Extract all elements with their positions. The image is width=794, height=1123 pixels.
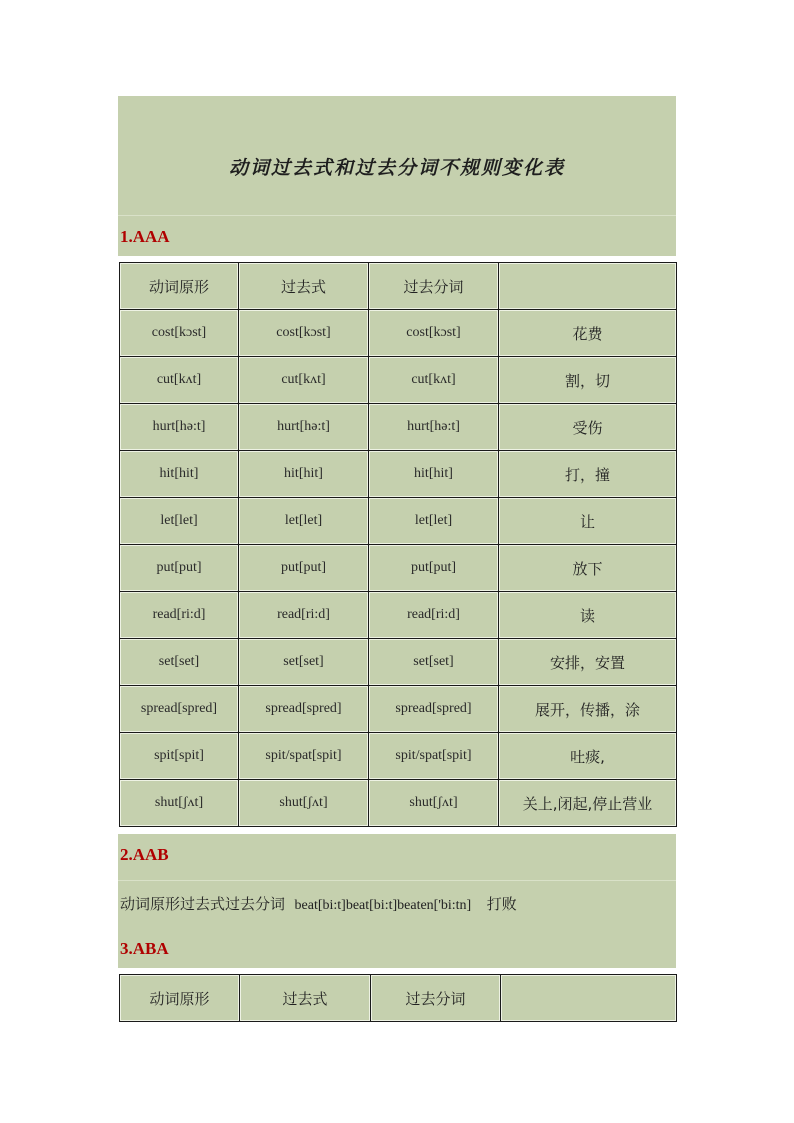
past-participle-cell: spread[spred]: [369, 686, 499, 733]
meaning-cell: 让: [499, 498, 677, 545]
page-title: 动词过去式和过去分词不规则变化表: [228, 157, 565, 179]
base-form-cell: shut[ʃʌt]: [120, 780, 239, 827]
meaning-cell: 关上,闭起,停止营业: [499, 780, 677, 827]
past-tense-cell: spit/spat[spit]: [239, 733, 369, 780]
header-past-tense: 过去式: [239, 263, 369, 310]
past-participle-cell: hit[hit]: [369, 451, 499, 498]
section-3-heading: 3.ABA: [120, 939, 169, 958]
aab-example-line: [120, 893, 517, 914]
past-tense-cell: hurt[hə:t]: [239, 404, 369, 451]
past-participle-cell: put[put]: [369, 545, 499, 592]
aba-table: [119, 974, 677, 1022]
header-meaning: [499, 263, 677, 310]
section-2-band: [118, 834, 676, 880]
meaning-cell: 割，切: [499, 357, 677, 404]
base-form-cell: cost[kɔst]: [120, 310, 239, 357]
base-form-cell: spread[spred]: [120, 686, 239, 733]
table-header-row: [120, 975, 677, 1022]
past-tense-cell: set[set]: [239, 639, 369, 686]
past-tense-cell: cost[kɔst]: [239, 310, 369, 357]
base-form-cell: cut[kʌt]: [120, 357, 239, 404]
base-form-cell: spit[spit]: [120, 733, 239, 780]
header-past-participle: 过去分词: [371, 975, 501, 1022]
past-participle-cell: set[set]: [369, 639, 499, 686]
past-tense-cell: read[ri:d]: [239, 592, 369, 639]
meaning-cell: 受伤: [499, 404, 677, 451]
aab-forms: beat[bi:t]beat[bi:t]beaten['bi:tn]: [294, 898, 472, 913]
header-past-participle: 过去分词: [369, 263, 499, 310]
past-tense-cell: let[let]: [239, 498, 369, 545]
past-tense-cell: spread[spred]: [239, 686, 369, 733]
aab-label: 动词原形过去式过去分词: [120, 895, 286, 913]
band-divider: [118, 188, 676, 216]
past-tense-cell: hit[hit]: [239, 451, 369, 498]
base-form-cell: hurt[hə:t]: [120, 404, 239, 451]
base-form-cell: let[let]: [120, 498, 239, 545]
section-2-heading: 2.AAB: [120, 845, 169, 864]
past-tense-cell: cut[kʌt]: [239, 357, 369, 404]
past-participle-cell: cost[kɔst]: [369, 310, 499, 357]
meaning-cell: 花费: [499, 310, 677, 357]
meaning-cell: 打，撞: [499, 451, 677, 498]
band-divider: [118, 96, 676, 143]
base-form-cell: hit[hit]: [120, 451, 239, 498]
past-participle-cell: cut[kʌt]: [369, 357, 499, 404]
table-row: [120, 733, 677, 780]
past-participle-cell: spit/spat[spit]: [369, 733, 499, 780]
section-1-heading: 1.AAA: [120, 227, 170, 246]
past-tense-cell: put[put]: [239, 545, 369, 592]
table-row: [120, 639, 677, 686]
section-3-band: [118, 927, 676, 968]
header-base-form: 动词原形: [120, 975, 240, 1022]
table-row: [120, 357, 677, 404]
header-base-form: 动词原形: [120, 263, 239, 310]
table-row: [120, 451, 677, 498]
aaa-table: [119, 262, 677, 827]
table-row: [120, 404, 677, 451]
meaning-cell: 安排，安置: [499, 639, 677, 686]
section-1-band: [118, 216, 676, 256]
aab-meaning: 打败: [486, 895, 517, 913]
header-meaning: [501, 975, 677, 1022]
table-header-row: [120, 263, 677, 310]
past-participle-cell: hurt[hə:t]: [369, 404, 499, 451]
past-participle-cell: shut[ʃʌt]: [369, 780, 499, 827]
past-participle-cell: read[ri:d]: [369, 592, 499, 639]
table-row: [120, 310, 677, 357]
table-row: [120, 686, 677, 733]
table-row: [120, 545, 677, 592]
meaning-cell: 展开，传播，涂: [499, 686, 677, 733]
past-participle-cell: let[let]: [369, 498, 499, 545]
past-tense-cell: shut[ʃʌt]: [239, 780, 369, 827]
meaning-cell: 放下: [499, 545, 677, 592]
table-row: [120, 498, 677, 545]
table-row: [120, 780, 677, 827]
base-form-cell: set[set]: [120, 639, 239, 686]
meaning-cell: 读: [499, 592, 677, 639]
header-past-tense: 过去式: [240, 975, 371, 1022]
meaning-cell: 吐痰,: [499, 733, 677, 780]
base-form-cell: read[ri:d]: [120, 592, 239, 639]
base-form-cell: put[put]: [120, 545, 239, 592]
table-row: [120, 592, 677, 639]
